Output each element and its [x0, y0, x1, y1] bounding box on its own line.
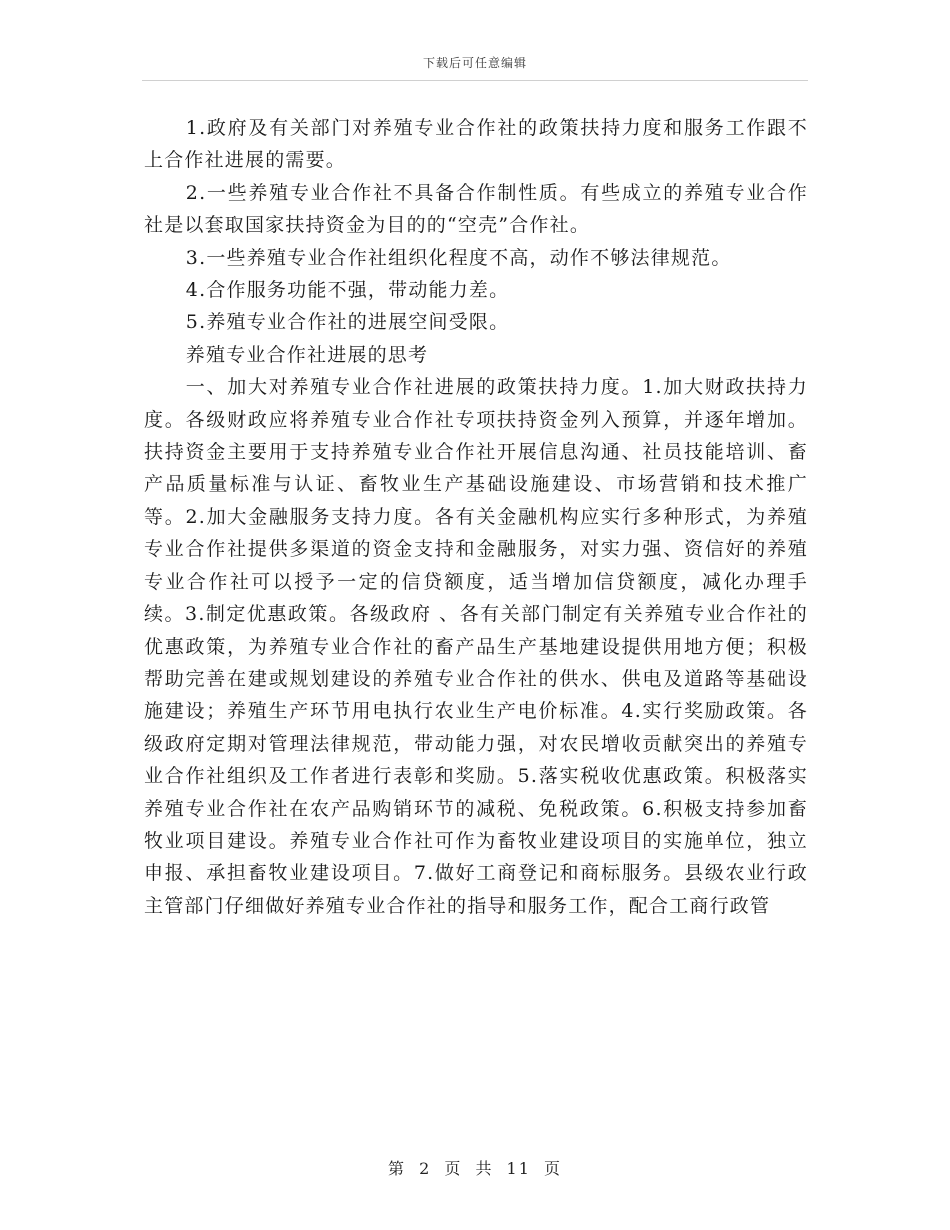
paragraph-policy: 一、加大对养殖专业合作社进展的政策扶持力度。1.加大财政扶持力度。各级财政应将养殖专业合作社专项扶持资金列入预算，并逐年增加。扶持资金主要用于支持养殖专业合作社开展信息沟通、社员技能培训、畜产品质量标准与认证、畜牧业生产基础设施建设、市场营销和技术推广等。2.加大金融服务支持力度。各有关金融机构应实行多种形式，为养殖专业合作社提供多渠道的资金支持和金融服务，对实力强、资信好的养殖专业合作社可以授予一定的信贷额度，适当增加信贷额度，减化办理手续。3.制定优惠政策。各级政府 、各有关部门制定有关养殖专业合作社的优惠政策，为养殖专业合作社的畜产品生产基地建设提供用地方便；积极帮助完善在建或规划建设的养殖专业合作社的供水、供电及道路等基础设施建设；养殖生产环节用电执行农业生产电价标准。4.实行奖励政策。各级政府定期对管理法律规范，带动能力强，对农民增收贡献突出的养殖专业合作社组织及工作者进行表彰和奖励。5.落实税收优惠政策。积极落实养殖专业合作社在农产品购销环节的减税、免税政策。6.积极支持参加畜牧业项目建设。养殖专业合作社可作为畜牧业建设项目的实施单位，独立申报、承担畜牧业建设项目。7.做好工商登记和商标服务。县级农业行政主管部门仔细做好养殖专业合作社的指导和服务工作，配合工商行政管: [144, 376, 808, 917]
page-footer: 第 2 页 共 11 页: [388, 1159, 562, 1178]
section-heading: 养殖专业合作社进展的思考: [185, 343, 429, 366]
paragraph-2: 2.一些养殖专业合作社不具备合作制性质。有些成立的养殖专业合作社是以套取国家扶持资金为目的的“空壳”合作社。: [144, 181, 808, 237]
paragraph-5: 5.养殖专业合作社的进展空间受限。: [185, 311, 510, 334]
document-body: [144, 112, 808, 922]
header-divider: [142, 80, 808, 81]
page-header: 下载后可任意编辑: [422, 56, 527, 70]
paragraph-3: 3.一些养殖专业合作社组织化程度不高，动作不够法律规范。: [185, 246, 732, 269]
paragraph-4: 4.合作服务功能不强，带动能力差。: [185, 279, 510, 302]
paragraph-1: 1.政府及有关部门对养殖专业合作社的政策扶持力度和服务工作跟不上合作社进展的需要。: [144, 117, 808, 172]
